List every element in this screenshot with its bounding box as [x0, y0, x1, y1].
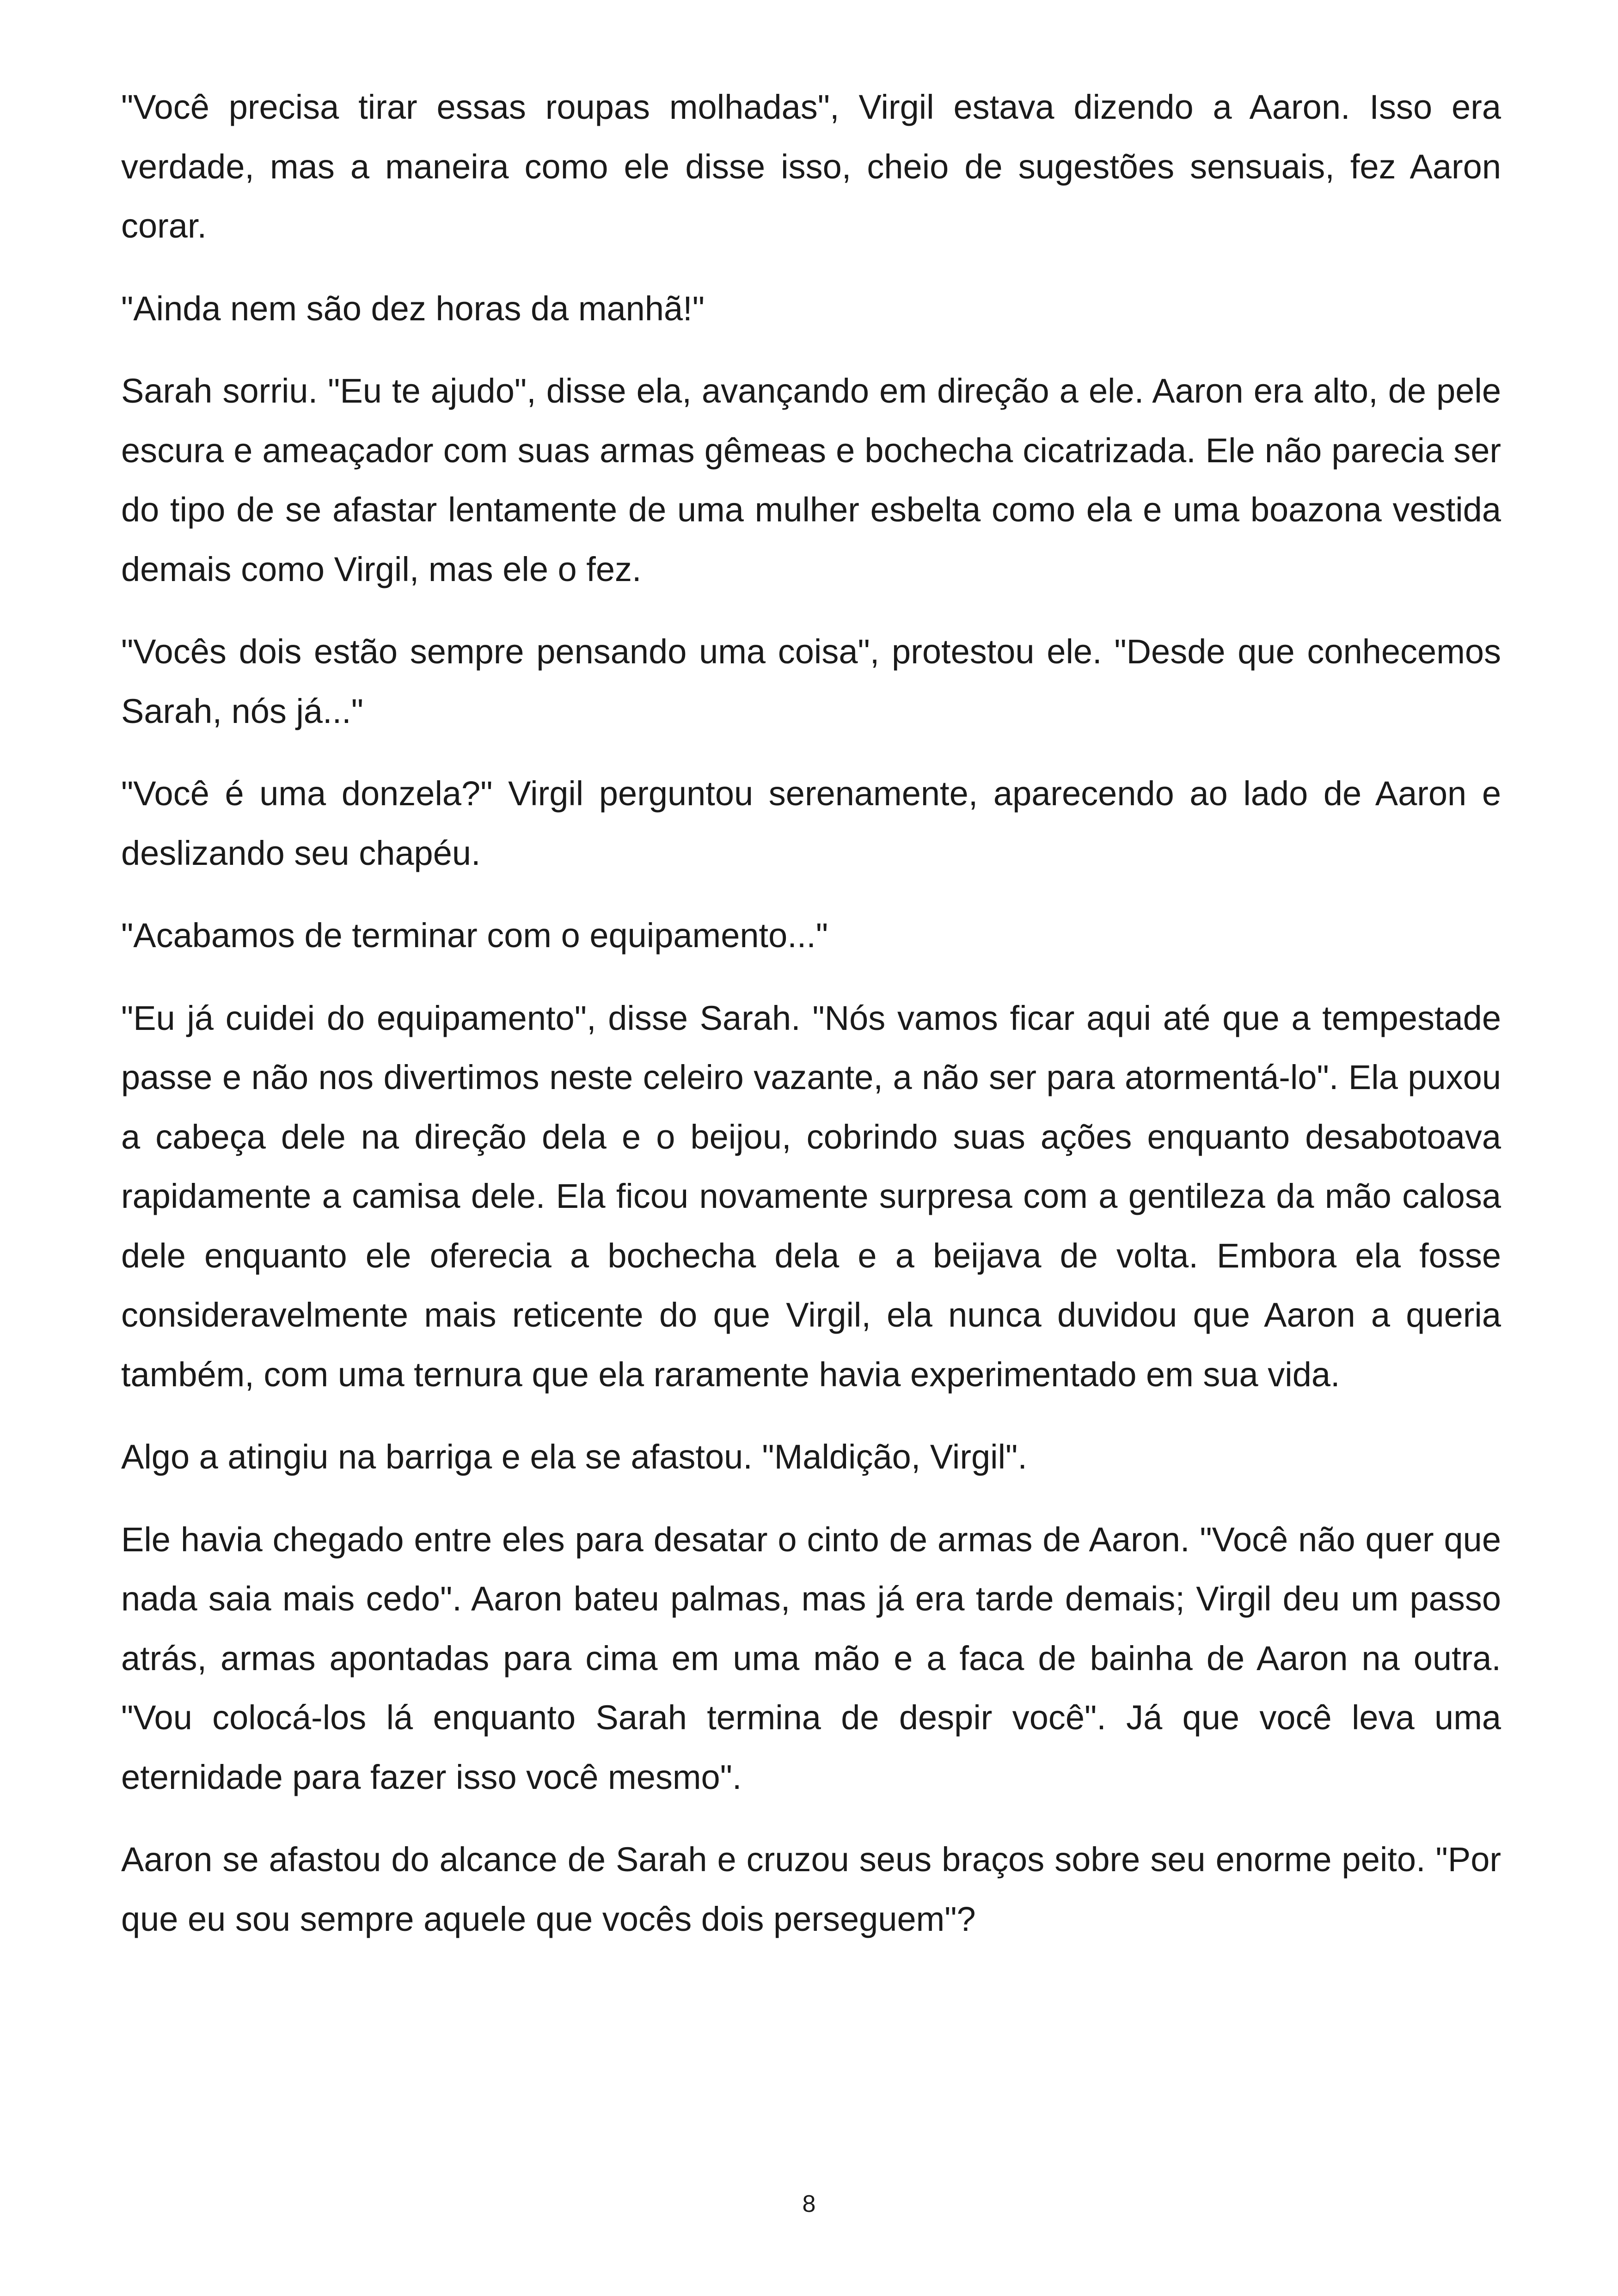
paragraph: "Acabamos de terminar com o equipamento...": [121, 916, 828, 955]
paragraph: Sarah sorriu. "Eu te ajudo", disse ela, avançando em direção a ele. Aaron era alto, de pele escura e ameaçador com suas armas gêmeas e bochecha cicatrizada. Ele não parecia ser do tipo de se afastar lentamente de uma mulher esbelta como ela e uma boazona vestida demais como Virgil, mas ele o fez.: [121, 372, 1501, 588]
paragraph: "Vocês dois estão sempre pensando uma coisa", protestou ele. "Desde que conhecemos Sarah, nós já...": [121, 632, 1501, 730]
body-text: [121, 78, 1501, 1972]
paragraph: Aaron se afastou do alcance de Sarah e cruzou seus braços sobre seu enorme peito. "Por que eu sou sempre aquele que vocês dois perseguem"?: [121, 1840, 1501, 1938]
paragraph: "Eu já cuidei do equipamento", disse Sarah. "Nós vamos ficar aqui até que a tempestade passe e não nos divertimos neste celeiro vazante, a não ser para atormentá-lo". Ela puxou a cabeça dele na direção dela e o beijou, cobrindo suas ações enquanto desabotoava rapidamente a camisa dele. Ela ficou novamente surpresa com a gentileza da mão calosa dele enquanto ele oferecia a bochecha dela e a beijava de volta. Embora ela fosse consideravelmente mais reticente do que Virgil, ela nunca duvidou que Aaron a queria também, com uma ternura que ela raramente havia experimentado em sua vida.: [121, 998, 1501, 1394]
paragraph: "Ainda nem são dez horas da manhã!": [121, 289, 705, 328]
page-number: 8: [802, 2191, 816, 2217]
paragraph: Ele havia chegado entre eles para desatar o cinto de armas de Aaron. "Você não quer que nada saia mais cedo". Aaron bateu palmas, mas já era tarde demais; Virgil deu um passo atrás, armas apontadas para cima em uma mão e a faca de bainha de Aaron na outra. "Vou colocá-los lá enquanto Sarah termina de despir você". Já que você leva uma eternidade para fazer isso você mesmo".: [121, 1520, 1501, 1796]
paragraph: Algo a atingiu na barriga e ela se afastou. "Maldição, Virgil".: [121, 1438, 1027, 1476]
paragraph: "Você é uma donzela?" Virgil perguntou serenamente, aparecendo ao lado de Aaron e deslizando seu chapéu.: [121, 774, 1501, 872]
paragraph: "Você precisa tirar essas roupas molhadas", Virgil estava dizendo a Aaron. Isso era verdade, mas a maneira como ele disse isso, cheio de sugestões sensuais, fez Aaron corar.: [121, 88, 1501, 245]
